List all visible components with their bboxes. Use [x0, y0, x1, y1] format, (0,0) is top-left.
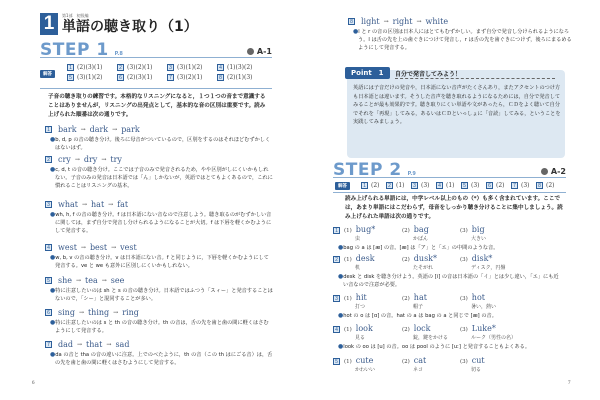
answer-grid: [67, 64, 267, 81]
step2-item-3: 3 (1) hit (2) hat (3) hot 打つ 帽子 暑い，熱い ●hot の o は [ɑ] の音。hat の a は bag の a と同じで [æ] の音。: [333, 293, 563, 320]
answer-grid: [361, 182, 561, 189]
item-2: 2 cry → dry → try ●c, d, t の音の聴き分け。ここでは子音のみで発音されるため，やや区別がしにくいかもしれない。子音のみの発音は日本語では「ん」しかないが，英語ではとてもよくあるので，これに慣れることはリスニングの基本。: [45, 155, 273, 190]
bullet-icon: ●: [353, 28, 359, 35]
item-7: 7 dad → that → sad ●da の音と tha の音の違いに注意。上でのべたように，th の音（この th はにごる音）は，舌の先を歯と歯の間に軽くはさむようにして発音する。: [45, 340, 273, 367]
answer-item: 7 (3)(2)(1): [167, 74, 217, 81]
step2-item-5: 5 (1) cute (2) cat (3) cut かわいい ネコ 切る: [333, 356, 563, 373]
chapter-title: 単語の聴き取り（1）: [62, 19, 198, 35]
step2-answers: [333, 179, 566, 193]
answer-item: 6 (2): [486, 182, 511, 189]
answer-badge: 解答: [40, 70, 55, 78]
chapter-number: 1: [40, 13, 58, 35]
point-box: [347, 70, 565, 158]
page-number-right: 7: [568, 381, 571, 386]
step2-item-4: 4 (1) look (2) lock (3) Luke* 見る 錠，鍵をかける ルーク（男性の名） ●look の oo は [u] の音。oo は pool のように [uː] と発音することもよくある。: [333, 324, 563, 351]
cd-icon: [541, 168, 548, 175]
answer-item: 7 (3): [511, 182, 536, 189]
cd-track-label: A-1: [256, 47, 272, 56]
answer-item: 5 (3)(1)(2): [67, 74, 117, 81]
answer-item: 8 (2)(1)(3): [217, 74, 267, 81]
answer-item: 8 (2): [536, 182, 561, 189]
bullet-icon: ●: [50, 136, 56, 143]
chapter-subtitle: 第1部 初級編: [62, 13, 89, 18]
chapter-header: [40, 13, 198, 35]
bullet-icon: ●: [338, 312, 344, 319]
step2-item-1: 1 (1) bug* (2) bag (3) big 虫 かばん 大きい ●bag の a は [æ] の音。[æ] は「ア」と「エ」の中間のような音。: [333, 225, 563, 252]
page-number-left: 6: [32, 381, 35, 386]
step2-header: [333, 160, 566, 178]
bullet-icon: ●: [50, 166, 56, 173]
item-8: 8 light → right → white ●l と r の音の区別は日本人にはとてもむずかしい。まず自分で発音し分けられるようになろう。l は舌の先を上の歯ぐきにつけて発音し，r は舌の先を歯ぐきにつけず，後ろにまるめるようにして発音する。: [348, 17, 573, 52]
item-6: 6 sing → thing → ring ●特に注意したいのは s と th の音の聴き分け。th の音は，舌の先を歯と歯の間に軽くはさむようにして発音する。: [45, 308, 273, 335]
item-3: 3 what → hat → fat ●wh, h, f の音の聴き分け。f は日本語にない音なので注意しよう。聴き取るのがむずかしい音に関しては，まず自分で発音し分けられるようになることが大切。f は下唇を軽くかむようにして発音する。: [45, 200, 273, 235]
step1-answers: [40, 59, 272, 89]
bullet-icon: ●: [50, 287, 56, 294]
bullet-icon: ●: [338, 343, 344, 350]
bullet-icon: ●: [338, 244, 344, 251]
answer-item: 4 (1): [436, 182, 461, 189]
answer-item: 3 (3): [411, 182, 436, 189]
answer-badge: 解答: [335, 182, 350, 190]
item-1: 1 bark → dark → park ●b, d, p の音の聴き分け。後ろに母音がついているので，区別をするのはそれほどむずかしくはないはず。: [45, 125, 273, 152]
step2-item-2: 2 (1) desk (2) dusk* (3) disk* 机 たそがれ ディスク，円盤 ●desk と disk を聴き分けよう。英語の [i] の音は日本語の「イ」とは少し違い，「エ」にも近い音なので注意が必要。: [333, 254, 563, 289]
bullet-icon: ●: [50, 319, 56, 326]
step1-header: [40, 40, 272, 58]
cd-track-label: A-2: [550, 167, 566, 176]
answer-item: 2 (1): [386, 182, 411, 189]
answer-item: 3 (3)(1)(2): [167, 64, 217, 71]
cd-track-a1[interactable]: [247, 47, 272, 56]
cd-icon: [247, 48, 254, 55]
point-label: Point 1: [345, 67, 390, 79]
bullet-icon: ●: [50, 254, 56, 261]
answer-item: 2 (3)(2)(1): [117, 64, 167, 71]
answer-item: 1 (2)(3)(1): [67, 64, 117, 71]
answer-item: 5 (3): [461, 182, 486, 189]
step1-page-ref: P.8: [114, 51, 123, 57]
step1-title: STEP 1: [40, 40, 109, 60]
answer-item: 1 (2): [361, 182, 386, 189]
bullet-icon: ●: [50, 351, 56, 358]
point-body: 英語には子音だけの発音や，日本語にない音声がたくさんあり，またアクセントのつけ方も日本語とは違います。そうした音声を聴き取れるようになるためには，自分で発音してみることが最も効果的です。聴き取りにくい単語や文があったら，ＣＤをよく聴いて自分でそれを「再現」してみる，あるいはＣＤといっしょに「音読」してみる，ということを実践してみましょう。: [353, 85, 561, 125]
bullet-icon: ●: [338, 273, 344, 280]
bullet-icon: ●: [50, 211, 56, 218]
step2-title: STEP 2: [333, 160, 402, 180]
step1-intro: 子音の聴き取りの練習です。本格的なリスニングになると，１つ１つの音まで意識することはありませんが，リスニングの出発点として，基本的な音の区別は重要です。読み上げられた順番は次の通りです。: [48, 94, 266, 118]
item-5: 5 she → tea → see ●特に注意したいのは sh と s の音の聴き分け。日本語ではふつう「スィー」と発音することはないので，「シー」と混同することが多い。: [45, 276, 273, 303]
answer-item: 6 (2)(3)(1): [117, 74, 167, 81]
answer-item: 4 (1)(3)(2): [217, 64, 267, 71]
right-page: [300, 0, 600, 400]
cd-track-a2[interactable]: [541, 167, 566, 176]
point-title: 自分で発音してみよう！: [395, 69, 555, 79]
step2-intro: 読み上げられる単語には，中学レベル以上のもの（*）も多く含まれています。ここでは，あまり単語にはこだわらず，母音をしっかり聴き分けることに集中しましょう。読み上げられた単語は次の通りです。: [345, 196, 563, 220]
item-4: 4 west → best → vest ●w, b, v の音の聴き分け。v は日本語にない音。f と同じように，下唇を軽くかむようにして発音する。ve と we も意外に区別しにくいかもしれない。: [45, 243, 273, 270]
step2-page-ref: P.9: [407, 171, 416, 177]
